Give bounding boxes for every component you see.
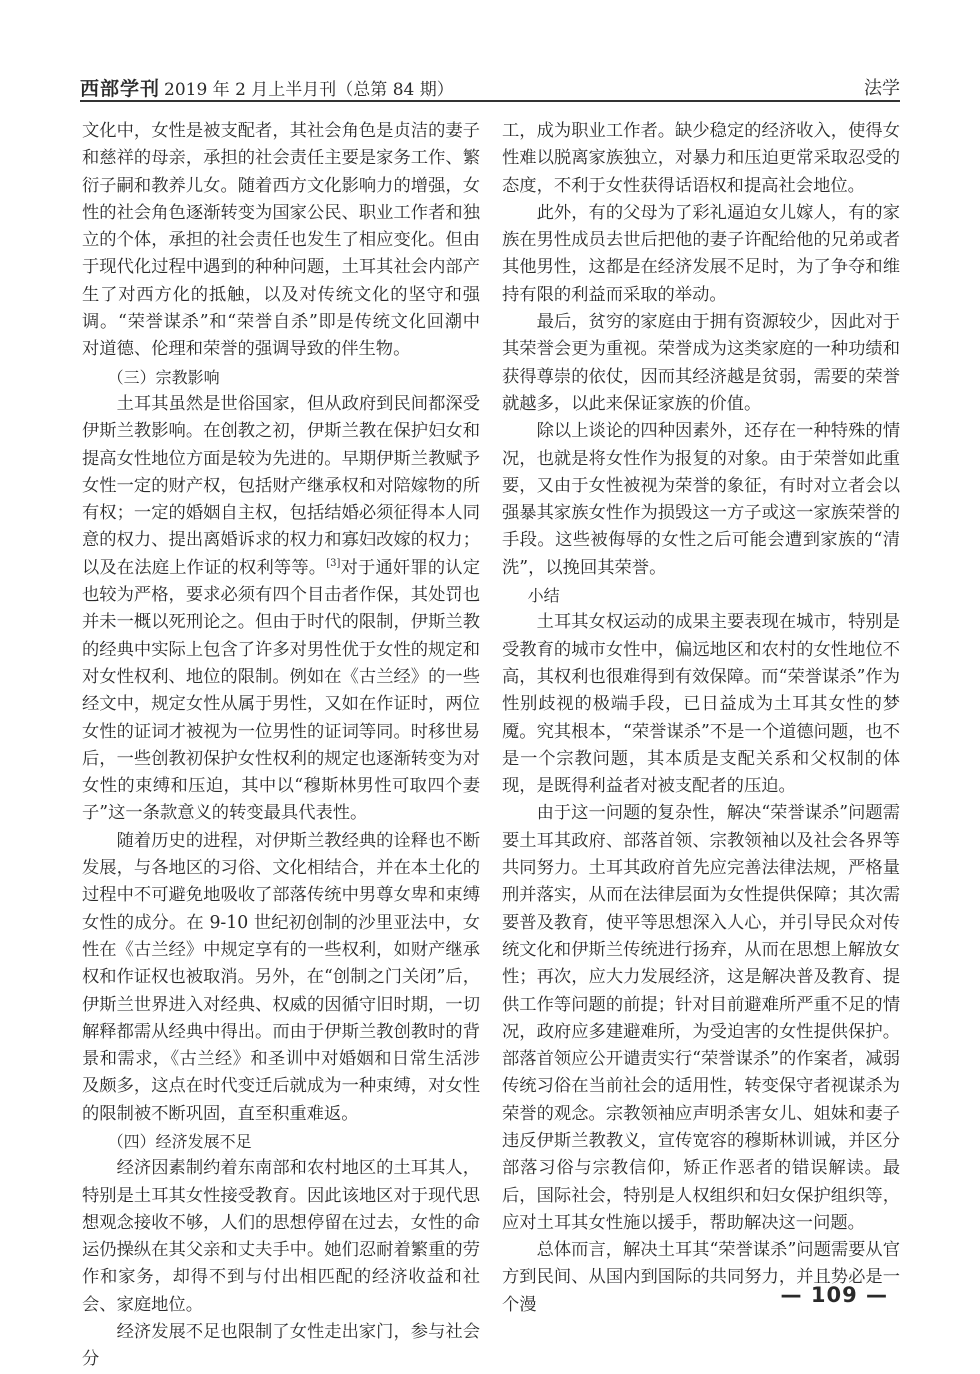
paragraph: 此外，有的父母为了彩礼逼迫女儿嫁人，有的家族在男性成员去世后把他的妻子许配给他的兄弟或者其他男性，这都是在经济发展不足时，为了争夺和维持有限的利益而采取的举动。 <box>502 202 900 305</box>
paragraph-text: 对于通奸罪的认定也较为严格，要求必须有四个目击者作保，其处罚也并未一概以死刑论之。但由于时代的限制，伊斯兰教的经典中实际上包含了许多对男性优于女性的规定和对女性权利、地位的限制。例如在《古兰经》的一些经文中，规定女性从属于男性，又如在作证时，两位女性的证词才被视为一位男性的证词等同。时移世易后，一些创教初保护女性权利的规定也逐渐转变为对女性的束缚和压迫，其中以“穆斯林男性可取四个妻子”这一条款意义的转变最具代表性。 <box>82 557 480 824</box>
paragraph: 除以上谈论的四种因素外，还存在一种特殊的情况，也就是将女性作为报复的对象。由于荣誉如此重要，又由于女性被视为荣誉的象征，有时对立者会以强暴其家族女性作为损毁这一方子或这一家族荣誉的手段。这些被侮辱的女性之后可能会遭到家族的“清洗”，以挽回其荣誉。 <box>502 421 900 578</box>
section-heading-economy: （四）经济发展不足 <box>107 1131 252 1151</box>
paragraph: 文化中，女性是被支配者，其社会角色是贞洁的妻子和慈祥的母亲，承担的社会责任主要是家务工作、繁衍子嗣和教养儿女。随着西方文化影响力的增强，女性的社会角色逐渐转变为国家公民、职业工作者和独立的个体，承担的社会责任也发生了相应变化。但由于现代化过程中遇到的种种问题，土耳其社会内部产生了对西方化的抵触，以及对传统文化的坚守和强调。“荣誉谋杀”和“荣誉自杀”即是传统文化回潮中对道德、伦理和荣誉的强调导致的伴生物。 <box>82 121 480 360</box>
section-name: 法学 <box>864 78 900 99</box>
section-heading-summary: 小结 <box>527 586 560 606</box>
paragraph: 最后，贫穷的家庭由于拥有资源较少，因此对于其荣誉会更为重视。荣誉成为这类家庭的一种功绩和获得尊崇的依仗，因而其经济越是贫弱，需要的荣誉就越多，以此来保证家族的价值。 <box>502 312 900 414</box>
journal-logo: 西部学刊 <box>80 78 161 100</box>
left-column <box>82 118 480 1374</box>
paragraph: 经济发展不足也限制了女性走出家门，参与社会分 <box>82 1322 480 1370</box>
paragraph: 由于这一问题的复杂性，解决“荣誉谋杀”问题需要土耳其政府、部落首领、宗教领袖以及社会各界等共同努力。土耳其政府首先应完善法律法规，严格量刑并落实，从而在法律层面为女性提供保障；其次需要普及教育，使平等思想深入人心，并引导民众对传统文化和伊斯兰传统进行扬弃，从而在思想上解放女性；再次，应大力发展经济，这是解决普及教育、提供工作等问题的前提；针对目前避难所严重不足的情况，政府应多建避难所，为受迫害的女性提供保护。部落首领应公开谴责实行“荣誉谋杀”的作案者，减弱传统习俗在当前社会的适用性，转变保守者视谋杀为荣誉的观念。宗教领袖应声明杀害女儿、姐妹和妻子违反伊斯兰教教义，宣传宽容的穆斯林训诫，并区分部落习俗与宗教信仰，矫正作恶者的错误解读。最后，国际社会，特别是人权组织和妇女保护组织等，应对土耳其女性施以援手，帮助解决这一问题。 <box>502 803 900 1233</box>
paragraph: 土耳其女权运动的成果主要表现在城市，特别是受教育的城市女性中，偏远地区和农村的女性地位不高，其权利也很难得到有效保障。而“荣誉谋杀”作为性别歧视的极端手段，已日益成为土耳其女性的梦魇。究其根本，“荣誉谋杀”不是一个道德问题，也不是一个宗教问题，其本质是支配关系和父权制的体现，是既得利益者对被支配者的压迫。 <box>502 612 900 797</box>
paragraph: 工，成为职业工作者。缺少稳定的经济收入，使得女性难以脱离家族独立，对暴力和压迫更常采取忍受的态度，不利于女性获得话语权和提高社会地位。 <box>502 121 900 196</box>
paragraph-text: 土耳其虽然是世俗国家，但从政府到民间都深受伊斯兰教影响。在创教之初，伊斯兰教在保护妇女和提高女性地位方面是较为先进的。早期伊斯兰教赋予女性一定的财产权，包括财产继承权和对陪嫁物的所有权；一定的婚姻自主权，包括结婚必须征得本人同意的权力、提出离婚诉求的权力和寡妇改嫁的权力；以及在法庭上作证的权利等等。 <box>82 393 480 578</box>
paragraph: 随着历史的进程，对伊斯兰教经典的诠释也不断发展，与各地区的习俗、文化相结合，并在本土化的过程中不可避免地吸收了部落传统中男尊女卑和束缚女性的成分。在 9-10 世纪初创制的沙里亚法中，女性在《古兰经》中规定享有的一些权利，如财产继承权和作证权也被取消。另外，在“创制之门关闭”后，伊斯兰世界进入对经典、权威的因循守旧时期，一切解释都需从经典中得出。而由于伊斯兰教创教时的背景和需求，《古兰经》和圣训中对婚姻和日常生活涉及颇多，这点在时代变迁后就成为一种束缚，对女性的限制被不断巩固，直至积重难返。 <box>82 830 480 1124</box>
citation: [3] <box>326 557 341 569</box>
running-header <box>80 72 900 102</box>
paragraph: 经济因素制约着东南部和农村地区的土耳其人，特别是土耳其女性接受教育。因此该地区对于现代思想观念接收不够，人们的思想停留在过去，女性的命运仍操纵在其父亲和丈夫手中。她们忍耐着繁重的劳作和家务，却得不到与付出相匹配的经济收益和社会、家庭地位。 <box>82 1158 480 1315</box>
right-column <box>502 118 900 1319</box>
page-number: — 109 — <box>780 1283 888 1307</box>
issue-info: 2019 年 2 月上半月刊（总第 84 期） <box>164 80 454 100</box>
paragraph <box>82 391 480 828</box>
journal-info <box>80 74 454 101</box>
paragraph: 总体而言，解决土耳其“荣誉谋杀”问题需要从官方到民间、从国内到国际的共同努力，并且势必是一个漫 <box>502 1240 900 1315</box>
section-heading-religion: （三）宗教影响 <box>107 367 220 387</box>
